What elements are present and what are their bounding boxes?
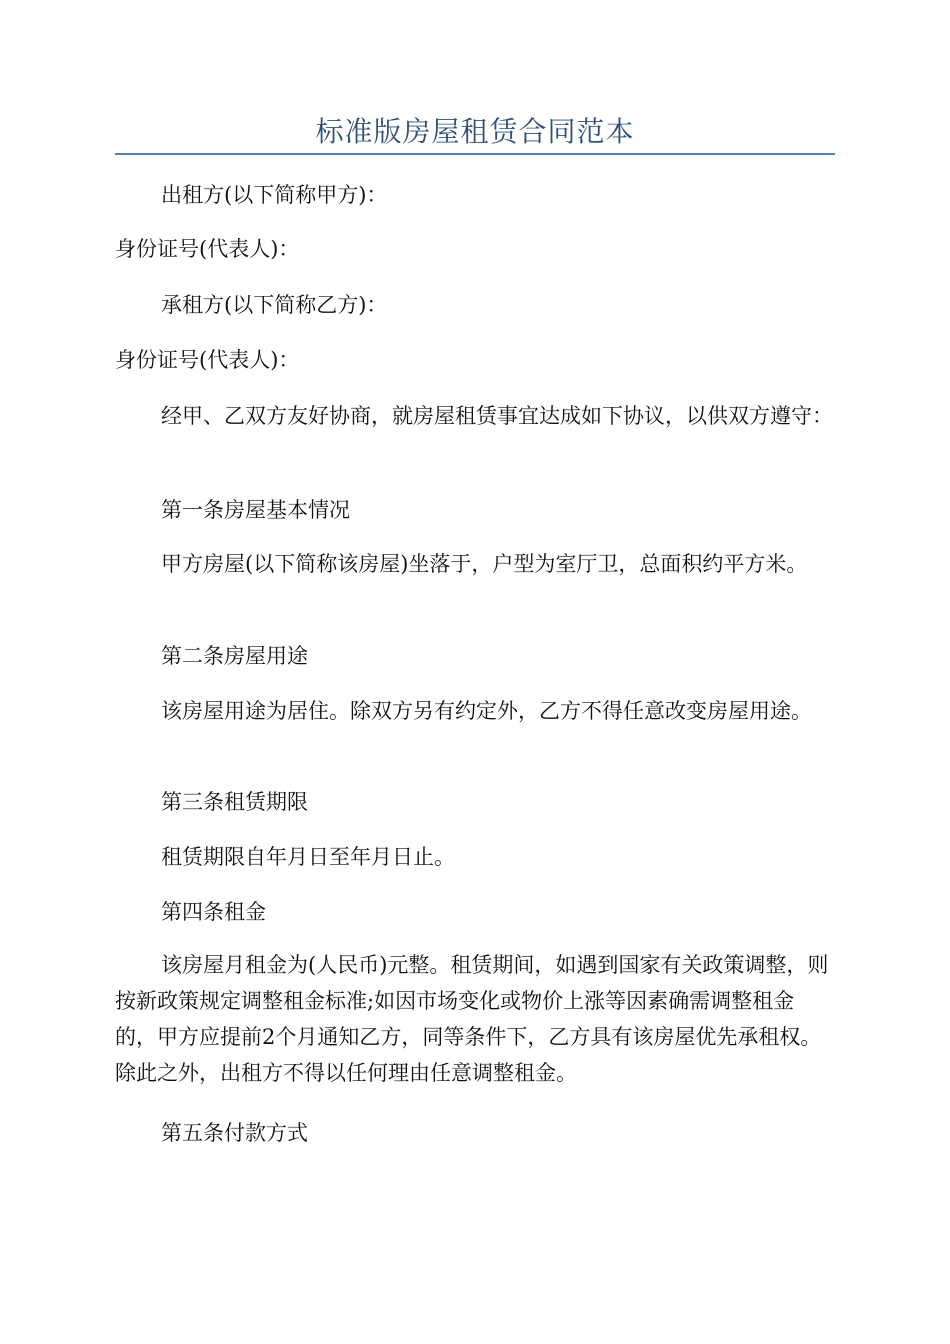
title-underline bbox=[115, 153, 835, 155]
paragraph-lessee: 承租方(以下简称乙方)： bbox=[161, 293, 388, 317]
paragraph-agreement-intro: 经甲、乙双方友好协商，就房屋租赁事宜达成如下协议，以供双方遵守： bbox=[161, 404, 833, 428]
heading-article-5: 第五条付款方式 bbox=[161, 1121, 308, 1145]
paragraph-lessee-id: 身份证号(代表人)： bbox=[115, 348, 300, 372]
document-title: 标准版房屋租赁合同范本 bbox=[315, 115, 635, 148]
heading-article-4: 第四条租金 bbox=[161, 900, 266, 924]
paragraph-lessor-id: 身份证号(代表人)： bbox=[115, 237, 300, 261]
paragraph-article-3: 租赁期限自年月日至年月日止。 bbox=[161, 845, 455, 869]
paragraph-article-1: 甲方房屋(以下简称该房屋)坐落于，户型为室厅卫，总面积约平方米。 bbox=[161, 552, 808, 576]
heading-article-2: 第二条房屋用途 bbox=[161, 644, 308, 668]
heading-article-1: 第一条房屋基本情况 bbox=[161, 498, 350, 522]
paragraph-lessor: 出租方(以下简称甲方)： bbox=[161, 183, 388, 207]
paragraph-article-4: 该房屋月租金为(人民币)元整。租赁期间，如遇到国家有关政策调整，则按新政策规定调整租金标准;如因市场变化或物价上涨等因素确需调整租金的，甲方应提前2个月通知乙方，同等条件下，乙方具有该房屋优先承租权。除此之外，出租方不得以任何理由任意调整租金。 bbox=[115, 953, 829, 1085]
paragraph-article-2: 该房屋用途为居住。除双方另有约定外，乙方不得任意改变房屋用途。 bbox=[161, 699, 812, 723]
heading-article-3: 第三条租赁期限 bbox=[161, 790, 308, 814]
